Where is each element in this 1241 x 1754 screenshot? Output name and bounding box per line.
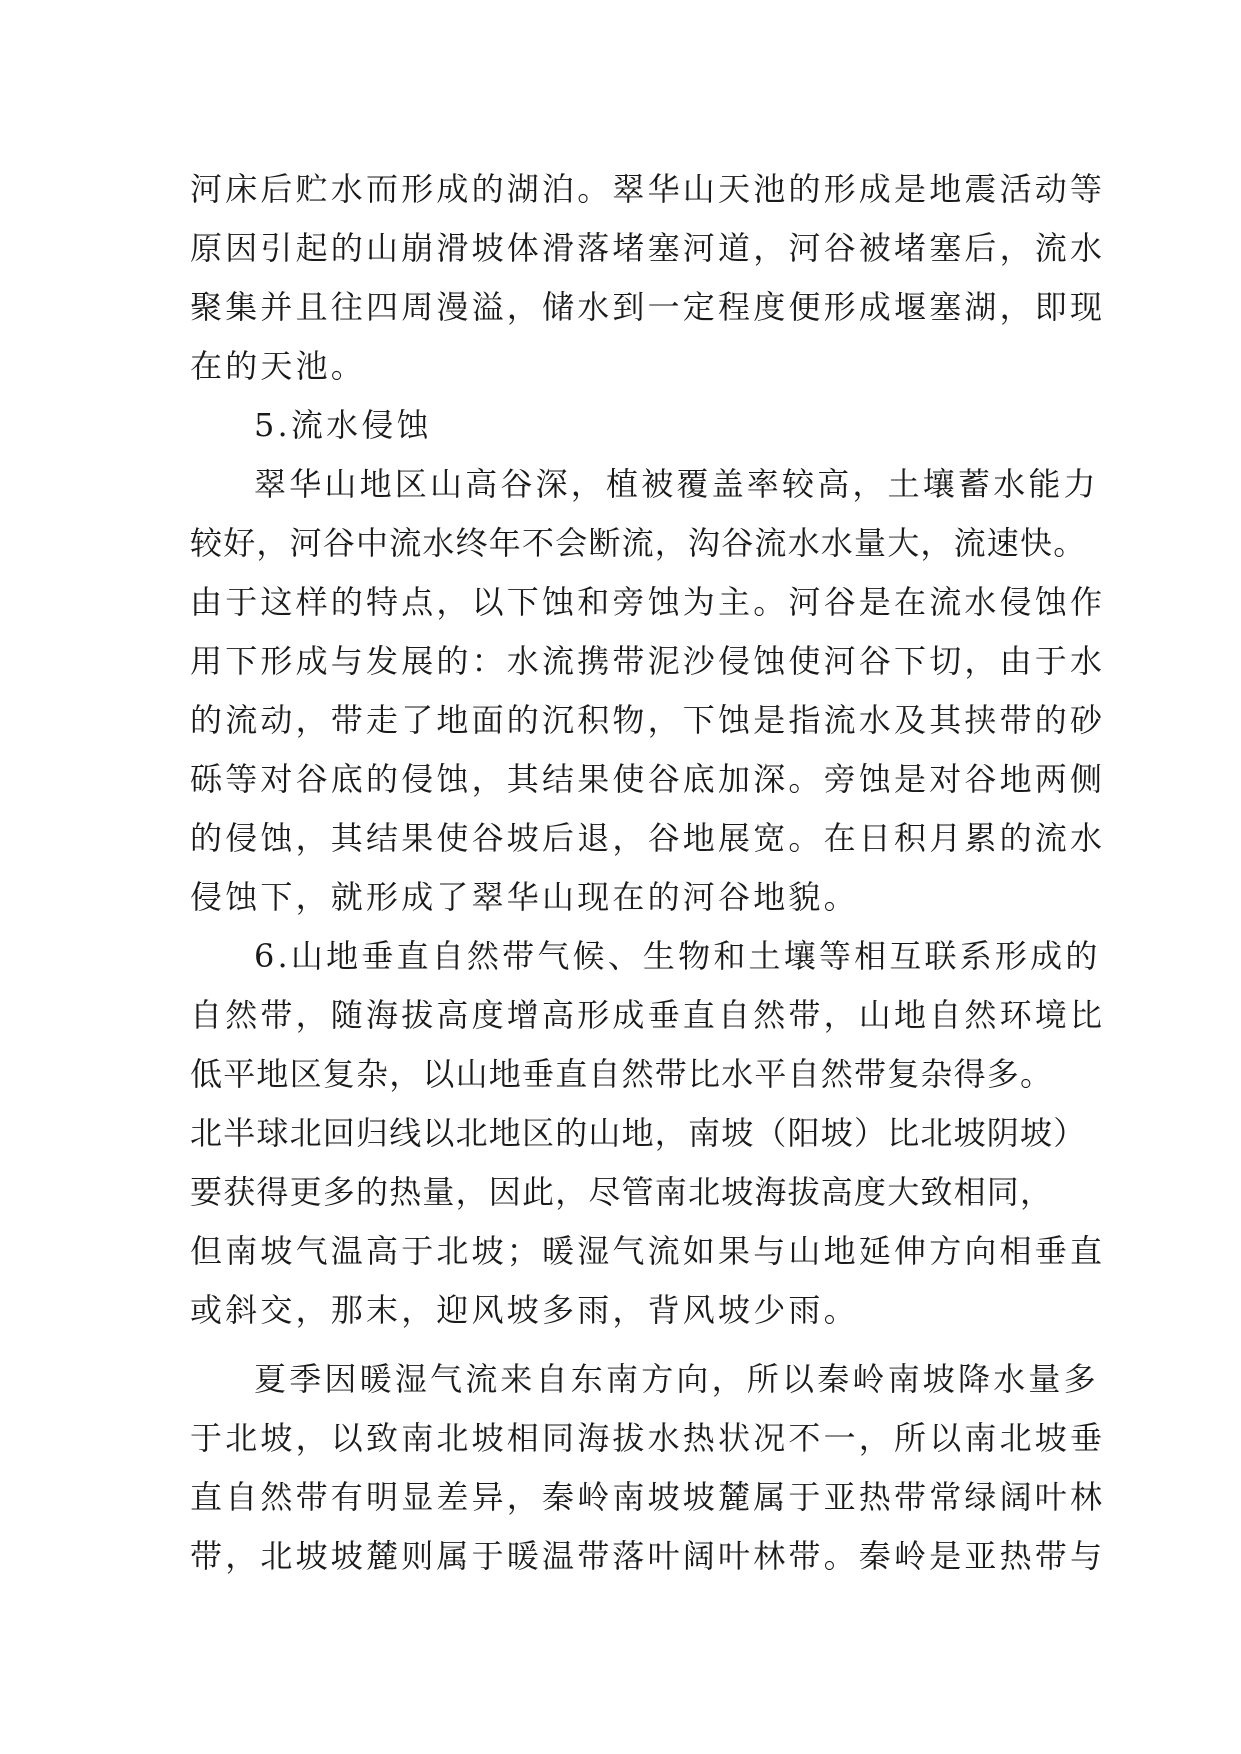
text-line: 于北坡，以致南北坡相同海拔水热状况不一，所以南北坡垂	[190, 1419, 1106, 1457]
paragraph-spacer	[190, 1340, 1070, 1350]
text-line: 要获得更多的热量，因此，尽管南北坡海拔高度大致相同，	[190, 1173, 1054, 1211]
section-heading: 5.流水侵蚀	[254, 406, 432, 444]
text-line: 带，北坡坡麓则属于暖温带落叶阔叶林带。秦岭是亚热带与	[190, 1537, 1106, 1575]
text-line: 自然带，随海拔高度增高形成垂直自然带，山地自然环境比	[190, 996, 1106, 1034]
paragraph-qinling	[190, 1350, 1106, 1586]
text-line: 但南坡气温高于北坡；暖湿气流如果与山地延伸方向相垂直	[190, 1232, 1106, 1270]
text-line: 原因引起的山崩滑坡体滑落堵塞河道，河谷被堵塞后，流水	[190, 229, 1106, 267]
text-line: 夏季因暖湿气流来自东南方向，所以秦岭南坡降水量多	[254, 1360, 1099, 1398]
text-line: 北半球北回归线以北地区的山地，南坡（阳坡）比北坡阴坡）	[190, 1114, 1087, 1152]
text-line: 用下形成与发展的：水流携带泥沙侵蚀使河谷下切，由于水	[190, 642, 1106, 680]
text-line: 侵蚀下，就形成了翠华山现在的河谷地貌。	[190, 878, 859, 916]
text-line: 6.山地垂直自然带气候、生物和土壤等相互联系形成的	[254, 937, 1101, 975]
text-line: 由于这样的特点，以下蚀和旁蚀为主。河谷是在流水侵蚀作	[190, 583, 1106, 621]
text-line: 翠华山地区山高谷深，植被覆盖率较高，土壤蓄水能力	[254, 465, 1099, 503]
text-line: 的流动，带走了地面的沉积物，下蚀是指流水及其挟带的砂	[190, 701, 1106, 739]
text-line: 聚集并且往四周漫溢，储水到一定程度便形成堰塞湖，即现	[190, 288, 1106, 326]
text-line: 或斜交，那末，迎风坡多雨，背风坡少雨。	[190, 1291, 859, 1329]
text-line: 在的天池。	[190, 347, 367, 385]
text-line: 砾等对谷底的侵蚀，其结果使谷底加深。旁蚀是对谷地两侧	[190, 760, 1106, 798]
paragraph-lake-formation	[190, 160, 1106, 396]
text-line: 直自然带有明显差异，秦岭南坡坡麓属于亚热带常绿阔叶林	[190, 1478, 1106, 1516]
text-line: 较好，河谷中流水终年不会断流，沟谷流水水量大，流速快。	[190, 524, 1087, 562]
paragraph-erosion	[190, 455, 1106, 927]
text-line: 河床后贮水而形成的湖泊。翠华山天池的形成是地震活动等	[190, 170, 1106, 208]
section-heading-erosion	[190, 396, 1070, 455]
document-body	[190, 160, 1106, 1586]
text-line: 的侵蚀，其结果使谷坡后退，谷地展宽。在日积月累的流水	[190, 819, 1106, 857]
paragraph-vertical-zones	[190, 927, 1106, 1340]
text-line: 低平地区复杂，以山地垂直自然带比水平自然带复杂得多。	[190, 1055, 1054, 1093]
